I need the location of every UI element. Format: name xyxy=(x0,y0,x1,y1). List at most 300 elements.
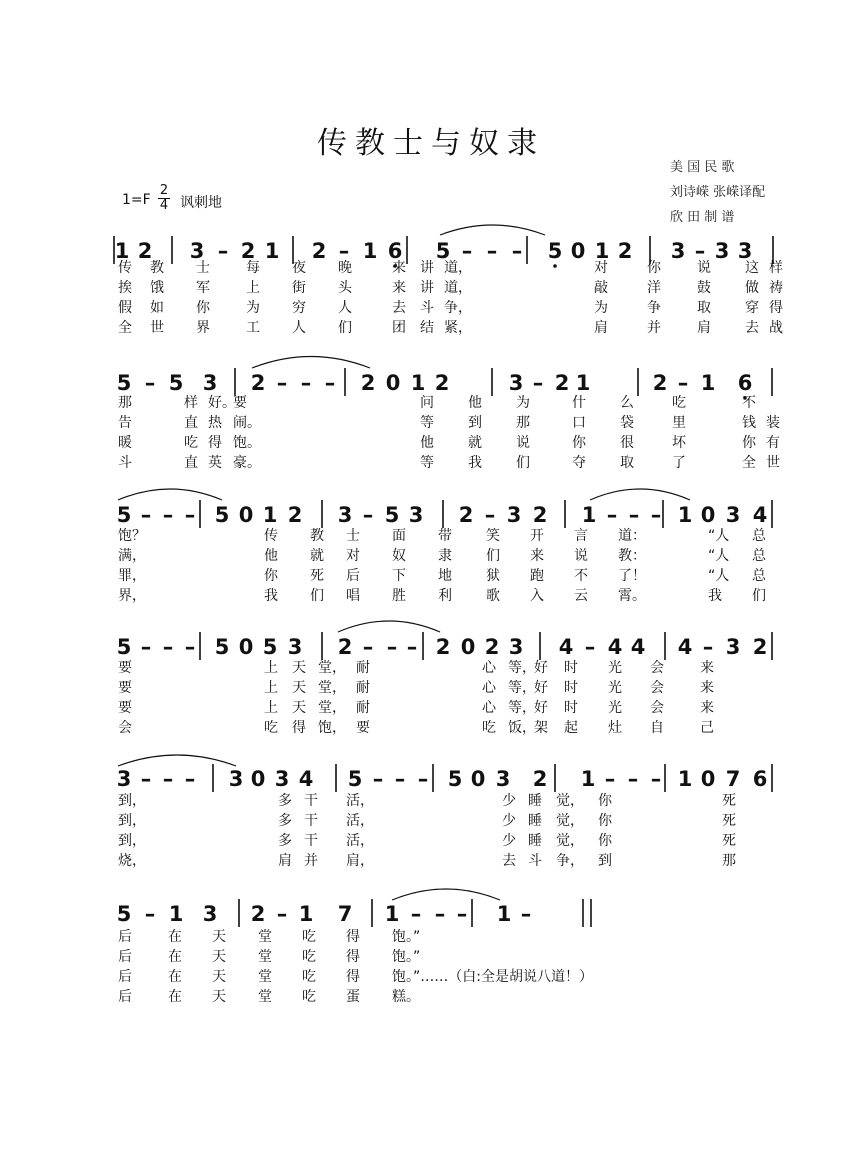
note: 5 xyxy=(435,239,451,263)
lyric-syllable: 总 xyxy=(752,548,766,564)
note: 1 xyxy=(264,239,280,263)
lyric-syllable: 好 xyxy=(534,660,548,676)
lyric-syllable: 闹。 xyxy=(233,415,261,431)
note: 1 xyxy=(362,239,378,263)
lyric-syllable: 样 xyxy=(184,395,198,411)
note: – xyxy=(694,239,706,263)
note: 2 xyxy=(617,239,633,263)
lyric-syllable: 为 xyxy=(246,300,260,316)
lyric-syllable: 假 xyxy=(118,300,132,316)
lyric-syllable: 等， xyxy=(508,700,536,716)
lyric-syllable: 在 xyxy=(168,989,182,1005)
note: 2 xyxy=(484,635,500,659)
lyric-syllable: 口 xyxy=(572,415,586,431)
note: 1 xyxy=(114,239,130,263)
lyric-syllable: 们 xyxy=(486,548,500,564)
lyric-syllable: 就 xyxy=(310,548,324,564)
lyric-syllable: 睡 xyxy=(528,793,542,809)
lyric-syllable: 要 xyxy=(118,680,132,696)
lyric-syllable: 吃 xyxy=(482,720,496,736)
slur-tie xyxy=(118,489,222,500)
note: – xyxy=(386,635,398,659)
lyric-syllable: 界 xyxy=(196,320,210,336)
note: – xyxy=(456,902,468,926)
note: 1 xyxy=(580,767,596,791)
lyric-syllable: 斗 xyxy=(118,455,132,471)
lyric-syllable: 天 xyxy=(212,969,226,985)
lyric-syllable: 你 xyxy=(572,435,586,451)
lyric-syllable: 天 xyxy=(292,660,306,676)
lyric-syllable: 堂， xyxy=(318,680,346,696)
lyric-syllable: 肩 xyxy=(278,853,292,869)
note: 0 xyxy=(470,767,486,791)
note: – xyxy=(702,635,714,659)
lyric-syllable: 晚 xyxy=(338,260,352,276)
lyric-syllable: 们 xyxy=(338,320,352,336)
note: 0 xyxy=(385,371,401,395)
lyric-syllable: 得 xyxy=(769,300,783,316)
lyric-syllable: 豪。 xyxy=(233,455,261,471)
lyric-syllable: 少 xyxy=(502,793,516,809)
lyric-syllable: 他 xyxy=(420,435,434,451)
note: – xyxy=(532,371,544,395)
note: 3 xyxy=(228,767,244,791)
note: 2 xyxy=(752,635,768,659)
note: – xyxy=(650,503,662,527)
lyric-syllable: 觉， xyxy=(556,793,584,809)
lyric-syllable: 夺 xyxy=(572,455,586,471)
meter-top: 2 xyxy=(159,183,169,198)
lyric-syllable: 死 xyxy=(722,793,736,809)
lyric-syllable: 团 xyxy=(392,320,406,336)
lyric-syllable: 烧， xyxy=(118,853,146,869)
lyric-syllable: 等 xyxy=(420,415,434,431)
lyric-syllable: 取 xyxy=(697,300,711,316)
lyric-syllable: 唱 xyxy=(346,588,360,604)
lyric-syllable: 很 xyxy=(620,435,634,451)
lyric-syllable: 后 xyxy=(118,929,132,945)
lyric-syllable: 们 xyxy=(752,588,766,604)
note: – xyxy=(184,635,196,659)
lyric-syllable: 在 xyxy=(168,949,182,965)
lyric-syllable: 好 xyxy=(534,700,548,716)
note: – xyxy=(324,371,336,395)
lyric-syllable: 坏 xyxy=(672,435,686,451)
lyric-syllable: 到 xyxy=(598,853,612,869)
note: 0 xyxy=(238,503,254,527)
note: 3 xyxy=(337,503,353,527)
lyric-syllable: 街 xyxy=(292,280,306,296)
note: – xyxy=(511,239,523,263)
lyric-syllable: 得 xyxy=(346,969,360,985)
lyric-syllable: 觉， xyxy=(556,813,584,829)
lyric-syllable: 上 xyxy=(246,280,260,296)
note: 3 xyxy=(408,503,424,527)
lyric-syllable: 样 xyxy=(769,260,783,276)
lyric-syllable: 来 xyxy=(700,700,714,716)
note: 1 xyxy=(384,902,400,926)
lyric-syllable: 睡 xyxy=(528,833,542,849)
lyric-syllable: 挨 xyxy=(118,280,132,296)
note: 4 xyxy=(607,635,623,659)
score-row xyxy=(117,632,772,736)
note: 1 xyxy=(594,239,610,263)
lyric-syllable: 那 xyxy=(118,395,132,411)
note: – xyxy=(650,767,662,791)
note: 4 xyxy=(752,503,768,527)
note: – xyxy=(628,503,640,527)
note: 7 xyxy=(337,902,353,926)
lyric-syllable: 死 xyxy=(722,813,736,829)
lyric-syllable: 会 xyxy=(650,680,664,696)
note: – xyxy=(184,767,196,791)
note: 0 xyxy=(700,767,716,791)
note: 5 xyxy=(116,635,132,659)
lyric-syllable: 心 xyxy=(482,700,496,716)
lyric-syllable: 觉， xyxy=(556,833,584,849)
note: 3 xyxy=(714,239,730,263)
lyric-syllable: 吃 xyxy=(302,929,316,945)
lyric-syllable: 这 xyxy=(745,260,759,276)
lyric-syllable: 会 xyxy=(118,720,132,736)
lyric-syllable: 要 xyxy=(118,660,132,676)
lyric-syllable: 人 xyxy=(292,320,306,336)
lyric-syllable: 们 xyxy=(516,455,530,471)
note: 0 xyxy=(460,635,476,659)
slur-tie xyxy=(590,489,690,500)
lyric-syllable: 总 xyxy=(752,568,766,584)
lyric-syllable: 界， xyxy=(118,588,146,604)
note: 5 xyxy=(262,635,278,659)
lyric-syllable: 就 xyxy=(468,435,482,451)
lyric-syllable: 自 xyxy=(650,720,664,736)
note: 1 xyxy=(575,371,591,395)
note: – xyxy=(162,767,174,791)
lyric-syllable: 你 xyxy=(742,435,756,451)
lyric-syllable: 耐 xyxy=(356,700,370,716)
lyric-syllable: 活， xyxy=(346,793,374,809)
note: 5 xyxy=(116,902,132,926)
lyric-syllable: 教 xyxy=(310,528,324,544)
lyric-syllable: 跑 xyxy=(530,568,544,584)
lyric-syllable: 干 xyxy=(304,833,318,849)
lyric-syllable: 如 xyxy=(150,300,164,316)
lyric-syllable: 吃 xyxy=(184,435,198,451)
lyric-syllable: 热 xyxy=(208,415,222,431)
lyric-syllable: 斗 xyxy=(420,300,434,316)
lyric-syllable: 紧， xyxy=(444,320,472,336)
lyric-syllable: 笑 xyxy=(486,528,500,544)
octave-dot xyxy=(553,264,557,268)
note: – xyxy=(486,239,498,263)
note: 4 xyxy=(630,635,646,659)
lyric-syllable: 做 xyxy=(745,280,759,296)
lyric-syllable: 英 xyxy=(208,455,222,471)
lyric-syllable: 世 xyxy=(766,455,780,471)
lyric-syllable: 多 xyxy=(278,833,292,849)
note: 1 xyxy=(677,767,693,791)
key-signature: 1=F xyxy=(122,192,151,208)
lyric-syllable: 满， xyxy=(118,548,146,564)
note: 4 xyxy=(558,635,574,659)
lyric-syllable: 钱 xyxy=(742,415,756,431)
note: 2 xyxy=(337,635,353,659)
lyric-syllable: 胜 xyxy=(392,588,406,604)
lyric-syllable: 争 xyxy=(647,300,661,316)
lyric-syllable: 后 xyxy=(346,568,360,584)
credit-engraver: 欣 田 制 谱 xyxy=(670,210,735,225)
note: 5 xyxy=(347,767,363,791)
lyric-syllable: 战 xyxy=(769,320,783,336)
lyric-syllable: 全 xyxy=(118,320,132,336)
lyric-syllable: 架 xyxy=(534,720,548,736)
lyric-syllable: 讲 xyxy=(420,280,434,296)
lyric-syllable: 吃 xyxy=(302,949,316,965)
lyric-syllable: 地 xyxy=(438,568,452,584)
note: 0 xyxy=(250,767,266,791)
lyric-syllable: 多 xyxy=(278,813,292,829)
note: – xyxy=(604,767,616,791)
note: – xyxy=(140,503,152,527)
note: 0 xyxy=(570,239,586,263)
lyric-syllable: 多 xyxy=(278,793,292,809)
lyric-syllable: 暖 xyxy=(118,435,132,451)
note: 3 xyxy=(189,239,205,263)
lyric-syllable: 饭， xyxy=(508,720,536,736)
note: 3 xyxy=(506,503,522,527)
lyric-syllable: 教 xyxy=(150,260,164,276)
lyric-syllable: 耐 xyxy=(356,660,370,676)
note: – xyxy=(140,767,152,791)
lyric-syllable: 到， xyxy=(118,793,146,809)
lyric-syllable: 你 xyxy=(598,793,612,809)
lyric-syllable: 时 xyxy=(564,660,578,676)
lyric-syllable: 要 xyxy=(118,700,132,716)
lyric-syllable: 糕。 xyxy=(392,989,420,1005)
lyric-syllable: 取 xyxy=(620,455,634,471)
lyric-syllable: 心 xyxy=(482,660,496,676)
lyric-syllable: 告 xyxy=(118,415,132,431)
lyric-syllable: 饱？ xyxy=(118,528,146,544)
lyric-syllable: 传 xyxy=(264,528,278,544)
note: 2 xyxy=(287,503,303,527)
lyric-syllable: 来 xyxy=(530,548,544,564)
lyric-syllable: 会 xyxy=(650,700,664,716)
lyric-syllable: 说 xyxy=(574,548,588,564)
note: 3 xyxy=(508,371,524,395)
note: 5 xyxy=(116,503,132,527)
lyric-syllable: 人 xyxy=(338,300,352,316)
note: 4 xyxy=(298,767,314,791)
note: – xyxy=(520,902,532,926)
score-row xyxy=(117,899,593,1005)
lyric-syllable: 起 xyxy=(564,720,578,736)
lyric-syllable: 夜 xyxy=(292,260,306,276)
note: 3 xyxy=(202,371,218,395)
note: – xyxy=(461,239,473,263)
lyric-syllable: “人 xyxy=(708,528,730,544)
note: – xyxy=(606,503,618,527)
note: 1 xyxy=(410,371,426,395)
lyric-syllable: 肩 xyxy=(594,320,608,336)
lyric-syllable: 面 xyxy=(392,528,406,544)
note: 4 xyxy=(677,635,693,659)
lyric-syllable: 头 xyxy=(338,280,352,296)
credit-origin: 美 国 民 歌 xyxy=(670,160,735,175)
lyric-syllable: 奴 xyxy=(392,548,406,564)
score-row xyxy=(114,236,783,336)
note: – xyxy=(410,902,422,926)
lyric-syllable: 道， xyxy=(444,280,472,296)
lyric-syllable: 说 xyxy=(697,260,711,276)
note: – xyxy=(276,902,288,926)
note: 0 xyxy=(700,503,716,527)
lyric-syllable: 去 xyxy=(502,853,516,869)
slur-tie xyxy=(440,225,545,235)
lyric-syllable: 穿 xyxy=(745,300,759,316)
lyric-syllable: 得 xyxy=(346,929,360,945)
slur-tie xyxy=(392,889,500,900)
lyric-syllable: 光 xyxy=(608,660,622,676)
lyric-syllable: 得 xyxy=(292,720,306,736)
lyric-syllable: 后 xyxy=(118,969,132,985)
score-row xyxy=(117,764,772,869)
note: 3 xyxy=(202,902,218,926)
lyric-syllable: 了 xyxy=(672,455,686,471)
lyric-syllable: 你 xyxy=(647,260,661,276)
note: 1 xyxy=(581,503,597,527)
lyric-syllable: 我 xyxy=(468,455,482,471)
note: 1 xyxy=(168,902,184,926)
lyric-syllable: 歌 xyxy=(486,588,500,604)
lyric-syllable: 穷 xyxy=(292,300,306,316)
lyric-syllable: 堂 xyxy=(258,969,272,985)
lyric-syllable: 为 xyxy=(594,300,608,316)
note: 2 xyxy=(137,239,153,263)
lyric-syllable: 时 xyxy=(564,680,578,696)
lyric-syllable: 光 xyxy=(608,700,622,716)
lyric-syllable: 来 xyxy=(392,260,406,276)
lyric-syllable: 天 xyxy=(212,989,226,1005)
note: 3 xyxy=(725,635,741,659)
slur-tie xyxy=(118,755,236,766)
lyric-syllable: 军 xyxy=(196,280,210,296)
note: 2 xyxy=(652,371,668,395)
lyric-syllable: 少 xyxy=(502,833,516,849)
lyric-syllable: 什 xyxy=(572,395,586,411)
lyric-syllable: 问 xyxy=(420,395,434,411)
lyric-syllable: 并 xyxy=(304,853,318,869)
note: 5 xyxy=(547,239,563,263)
lyric-syllable: 我 xyxy=(708,588,722,604)
note: – xyxy=(184,503,196,527)
note: 2 xyxy=(532,503,548,527)
lyric-syllable: 要 xyxy=(233,395,247,411)
note: 1 xyxy=(677,503,693,527)
note: 6 xyxy=(752,767,768,791)
lyric-syllable: 说 xyxy=(516,435,530,451)
lyric-syllable: 好。 xyxy=(208,395,236,411)
lyric-syllable: 到 xyxy=(468,415,482,431)
lyric-syllable: 有 xyxy=(766,435,780,451)
note: 2 xyxy=(532,767,548,791)
lyric-syllable: 你 xyxy=(264,568,278,584)
score-row xyxy=(117,368,780,471)
lyric-syllable: 士 xyxy=(196,260,210,276)
lyric-syllable: 天 xyxy=(292,700,306,716)
lyric-syllable: 了！ xyxy=(618,568,646,584)
note: 3 xyxy=(508,635,524,659)
lyric-syllable: 们 xyxy=(310,588,324,604)
lyric-syllable: 要 xyxy=(356,720,370,736)
lyric-syllable: 到， xyxy=(118,813,146,829)
note: 5 xyxy=(447,767,463,791)
lyric-syllable: 饱。” xyxy=(392,949,421,965)
lyric-syllable: 直 xyxy=(184,455,198,471)
note: 2 xyxy=(240,239,256,263)
lyric-syllable: 在 xyxy=(168,969,182,985)
lyric-syllable: 争， xyxy=(444,300,472,316)
note: – xyxy=(144,371,156,395)
lyric-syllable: 里 xyxy=(672,415,686,431)
note: – xyxy=(140,635,152,659)
lyric-syllable: 时 xyxy=(564,700,578,716)
lyric-syllable: 结 xyxy=(420,320,434,336)
note: – xyxy=(394,767,406,791)
note: – xyxy=(372,767,384,791)
note: – xyxy=(434,902,446,926)
lyric-syllable: 到， xyxy=(118,833,146,849)
lyric-syllable: 睡 xyxy=(528,813,542,829)
note: 3 xyxy=(737,239,753,263)
lyric-syllable: 天 xyxy=(212,929,226,945)
lyric-syllable: 不 xyxy=(742,395,756,411)
lyric-syllable: 后 xyxy=(118,989,132,1005)
note: – xyxy=(144,902,156,926)
score-row xyxy=(117,500,772,604)
lyric-syllable: 堂 xyxy=(258,929,272,945)
lyric-syllable: 直 xyxy=(184,415,198,431)
lyric-syllable: 蛋 xyxy=(346,989,360,1005)
lyric-syllable: 灶 xyxy=(608,720,622,736)
lyric-syllable: 干 xyxy=(304,813,318,829)
lyric-syllable: 上 xyxy=(264,680,278,696)
lyric-syllable: 传 xyxy=(118,260,132,276)
lyric-syllable: 为 xyxy=(516,395,530,411)
lyric-syllable: 上 xyxy=(264,700,278,716)
note: – xyxy=(217,239,229,263)
lyric-syllable: “人 xyxy=(708,568,730,584)
note: 2 xyxy=(554,371,570,395)
lyric-syllable: 带 xyxy=(438,528,452,544)
note: 1 xyxy=(298,902,314,926)
lyric-syllable: 来 xyxy=(392,280,406,296)
lyric-syllable: 我 xyxy=(264,588,278,604)
slur-tie xyxy=(338,621,440,632)
lyric-syllable: 后 xyxy=(118,949,132,965)
lyric-syllable: 并 xyxy=(647,320,661,336)
lyric-syllable: 肩， xyxy=(346,853,374,869)
note: – xyxy=(677,371,689,395)
note: – xyxy=(338,239,350,263)
lyric-syllable: 下 xyxy=(392,568,406,584)
lyric-syllable: 每 xyxy=(246,260,260,276)
lyric-syllable: 干 xyxy=(304,793,318,809)
lyric-syllable: 装 xyxy=(766,415,780,431)
lyric-syllable: 入 xyxy=(530,588,544,604)
lyric-syllable: 饱。”……（白:全是胡说八道！） xyxy=(392,969,593,985)
lyric-syllable: 堂， xyxy=(318,660,346,676)
